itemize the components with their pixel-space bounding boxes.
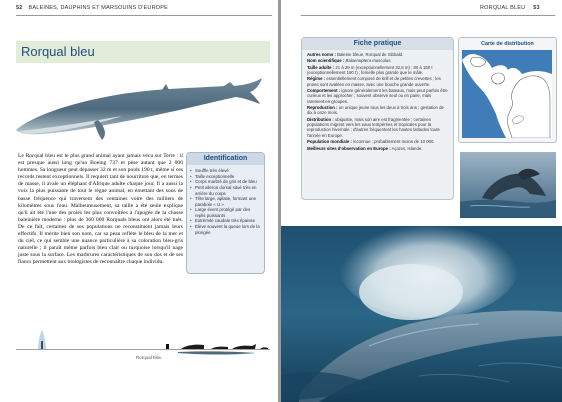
fact-label: Taille adulte : bbox=[307, 64, 335, 70]
fact-sheet-box bbox=[301, 37, 454, 200]
fact-label: Distribution : bbox=[307, 116, 334, 122]
fact-value: Balaenoptera musculus. bbox=[345, 58, 392, 64]
identification-item: • Extrémité caudale très épaisse bbox=[195, 218, 261, 223]
fact-value: ignore généralement les bateaux, mais peut parfois être curieux et les approcher ; souvent observé seul ou en paire, mais rarement en groupes. bbox=[307, 88, 448, 104]
size-caption: Rorqual bleu bbox=[136, 355, 162, 360]
map-title: Carte de distribution bbox=[481, 41, 534, 47]
identification-item: • Large évent protégé par des replis puissants bbox=[195, 207, 261, 218]
header-rule bbox=[301, 15, 555, 16]
fact-row bbox=[307, 139, 449, 144]
running-head bbox=[16, 5, 168, 11]
identification-item: • Taille exceptionnelle bbox=[195, 174, 261, 179]
identification-box bbox=[186, 152, 265, 274]
fact-value: essentiellement composé de krill et de petites crevettes ; les proies sont avalées en masse, avec une bouche grande ouverte. bbox=[307, 76, 441, 87]
tail-fluke-photo bbox=[460, 152, 556, 218]
identification-item: • Corps marbré de gris et de bleu bbox=[195, 179, 261, 184]
fact-row bbox=[307, 65, 449, 76]
blue-whale-illustration bbox=[12, 76, 264, 144]
fact-row bbox=[307, 52, 449, 57]
fact-label: Nom scientifique : bbox=[307, 58, 345, 64]
fact-label: Régime : bbox=[307, 76, 326, 82]
identification-item: • Souffle très élevé bbox=[195, 168, 261, 173]
fact-value: ubiquiste, mais son aire est fragmentée ; certaines populations migrent vers les eaux tempérées et tropicales pour la reproduction hivernale ; d'autres fréquentent les hautes latitudes toute l'année en Europe. bbox=[307, 116, 440, 138]
fact-row bbox=[307, 146, 449, 151]
distribution-map-box bbox=[458, 37, 557, 143]
running-head bbox=[480, 5, 546, 11]
left-page bbox=[0, 0, 279, 402]
identification-item: • Élève souvent la queue lors de la plongée bbox=[195, 224, 261, 235]
surfacing-whale-photo bbox=[281, 226, 562, 402]
fact-label: Comportement : bbox=[307, 88, 341, 94]
body-text: Le Rorqual bleu est le plus grand animal ayant jamais vécu sur Terre : il est presque aussi long qu'un Boeing 737 et pèse autant que 2 000 hommes. Sa longueur peut dépasser 32 m et son poids 190 t, même si ces records restent exceptionnels. Il requiert tant de nourriture que, en termes de masse, il avale un éléphant d'Afrique adulte chaque jour. Il a aussi la voix la plus puissante de tout le règne animal, en émettant des sons de basse fréquence qui traversent des centaines voire des milliers de kilomètres sous l'eau. Malheureusement, sa taille a été seule explique qu'il ait été l'une des proies les plus convoitées à l'apogée de la chasse baleinière moderne : plus de 360 000 Rorquals bleus ont alors été tués. De ce fait, certaines de ses populations ne reconstituent jamais leurs effectifs. Il mérite bien son nom, car sa peau reflète le bleu de la mer et du ciel, ce qui semble une nuance particulière à sa coloration bleu-gris naturelle ; il paraît même parfois bleu clair ou turquoise lorsqu'il nage juste sous la surface. Les marbrures caractéristiques de son dos et de ses flancs permettent aux biologistes de reconnaître chaque individu. bbox=[18, 153, 183, 266]
fact-row bbox=[307, 105, 449, 116]
fact-label: Population mondiale : bbox=[307, 139, 352, 145]
fact-label: Autres noms : bbox=[307, 52, 336, 57]
identification-item: • Tête large, aplatie, formant une parabole « U » bbox=[195, 196, 261, 207]
identification-title: Identification bbox=[187, 153, 264, 165]
header-rule bbox=[16, 15, 272, 16]
right-page bbox=[281, 0, 562, 402]
page-number: 52 bbox=[16, 5, 23, 11]
page-title: Rorqual bleu bbox=[21, 44, 95, 59]
fact-value: un unique jeune tous les deux à trois ans ; gestation de dix à onze mois. bbox=[307, 105, 444, 116]
fact-row bbox=[307, 58, 449, 63]
fact-value: inconnue ; probablement moins de 10 000. bbox=[353, 139, 435, 145]
fact-sheet-fields bbox=[302, 50, 453, 151]
running-head-title: RORQUAL BLEU bbox=[480, 5, 526, 11]
identification-list bbox=[187, 168, 264, 235]
fact-row bbox=[307, 76, 449, 87]
running-head-title: BALEINES, DAUPHINS ET MARSOUINS D'EUROPE bbox=[28, 5, 168, 11]
fact-sheet-title: Fiche pratique bbox=[302, 38, 453, 50]
distribution-map bbox=[462, 50, 552, 138]
page-number: 53 bbox=[533, 5, 540, 11]
fact-value: Baleine bleue, Rorqual de Sibbald. bbox=[337, 52, 404, 57]
identification-item: • Petit aileron dorsal situé très en arrière du corps bbox=[195, 185, 261, 196]
fact-label: Reproduction : bbox=[307, 105, 338, 111]
fact-row bbox=[307, 88, 449, 104]
fact-value: 21 à 29 m (exceptionnellement 32,6 m) ; 80 à 150 t (exceptionnellement 190 t) ; femelle plus grande que le mâle. bbox=[307, 64, 433, 76]
title-band bbox=[16, 41, 270, 63]
fact-row bbox=[307, 117, 449, 138]
fact-value: Açores, Islande. bbox=[391, 145, 423, 151]
fact-label: Meilleurs sites d'observation en Europe : bbox=[307, 145, 391, 151]
